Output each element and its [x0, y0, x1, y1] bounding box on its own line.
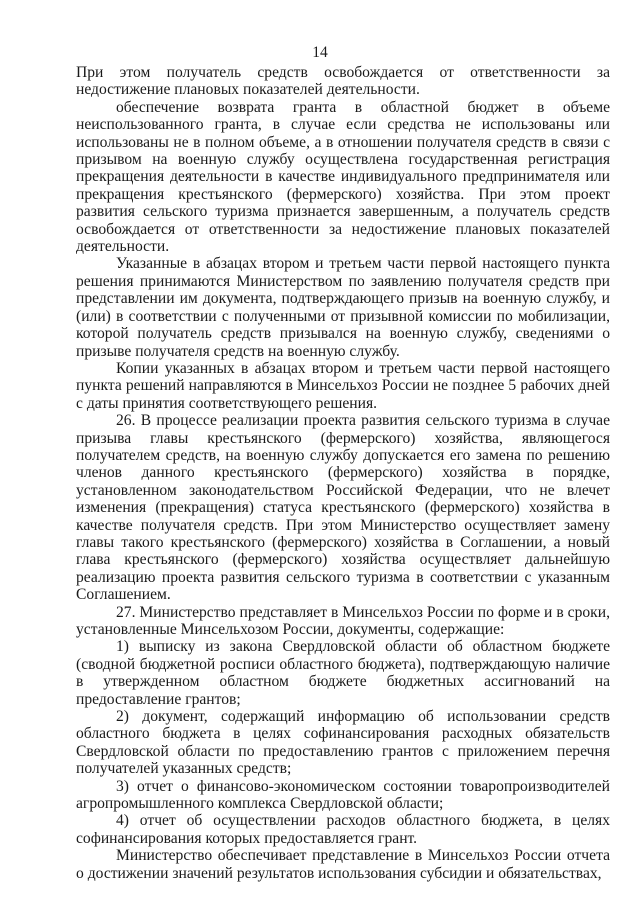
- page-number: 14: [312, 44, 328, 61]
- paragraph: 26. В процессе реализации проекта развития сельского туризма в случае призыва главы крестьянского (фермерского) хозяйства, являющегося получателем средств, на военную службу допускается его замена по решению членов данного крестьянского (фермерского) хозяйства в порядке, установленном законодательством Российской Федерации, что не влечет изменения (прекращения) статуса крестьянского (фермерского) хозяйства в качестве получателя средств. При этом Министерство осуществляет замену главы такого крестьянского (фермерского) хозяйства в Соглашении, а новый глава крестьянского (фермерского) хозяйства осуществляет дальнейшую реализацию проекта развития сельского туризма в соответствии с указанным Соглашением.: [76, 412, 610, 604]
- paragraph: При этом получатель средств освобождается от ответственности за недостижение плановых показателей деятельности.: [76, 64, 610, 99]
- paragraph: 27. Министерство представляет в Минсельхоз России по форме и в сроки, установленные Минсельхозом России, документы, содержащие:: [76, 603, 610, 638]
- paragraph: обеспечение возврата гранта в областной бюджет в объеме неиспользованного гранта, в случае если средства не использованы или использованы не в полном объеме, а в отношении получателя средств в связи с призывом на военную службу осуществлена государственная регистрация прекращения деятельности в качестве индивидуального предпринимателя или прекращения крестьянского (фермерского) хозяйства. При этом проект развития сельского туризма признается завершенным, а получатель средств освобождается от ответственности за недостижение плановых показателей деятельности.: [76, 98, 610, 256]
- paragraph: Министерство обеспечивает представление в Минсельхоз России отчета о достижении значений результатов использования субсидии и обязательствах,: [76, 847, 610, 882]
- paragraph: 1) выписку из закона Свердловской области об областном бюджете (сводной бюджетной росписи областного бюджета), подтверждающую наличие в утвержденном областном бюджете бюджетных ассигнований на предоставление грантов;: [76, 638, 610, 708]
- paragraph: 3) отчет о финансово-экономическом состоянии товаропроизводителей агропромышленного комплекса Свердловской области;: [76, 777, 610, 813]
- paragraph: Копии указанных в абзацах втором и третьем части первой настоящего пункта решений направляются в Минсельхоз России не позднее 5 рабочих дней с даты принятия соответствующего решения.: [76, 359, 610, 412]
- paragraph: Указанные в абзацах втором и третьем части первой настоящего пункта решения принимаются Министерством по заявлению получателя средств при представлении им документа, подтверждающего призыв на военную службу, и (или) в соответствии с полученными от призывной комиссии по мобилизации, которой получатель средств призывался на военную службу, сведениями о призыве получателя средств на военную службу.: [76, 255, 610, 360]
- paragraph: 2) документ, содержащий информацию об использовании средств областного бюджета в целях софинансирования расходных обязательств Свердловской области по предоставлению грантов с приложением перечня получателей указанных средств;: [76, 708, 610, 778]
- paragraph: 4) отчет об осуществлении расходов областного бюджета, в целях софинансирования которых предоставляется грант.: [76, 812, 610, 847]
- body-text: [76, 64, 610, 882]
